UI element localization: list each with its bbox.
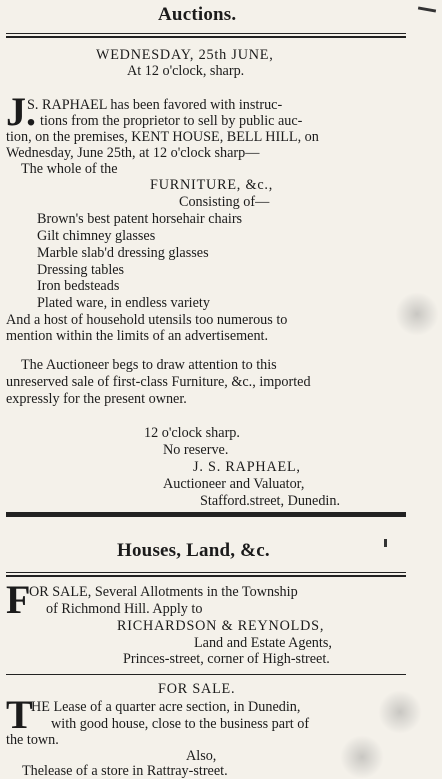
host-line-2: mention within the limits of an advertisement. <box>6 328 269 344</box>
auction-time: At 12 o'clock, sharp. <box>127 63 245 79</box>
rule-houses-thin <box>6 572 406 573</box>
margin-mark-2 <box>384 539 387 547</box>
host-line-1: And a host of household utensils too numerous to <box>6 312 288 328</box>
margin-mark <box>418 6 436 12</box>
closing-address: Stafford.street, Dunedin. <box>200 493 341 509</box>
furniture-heading: FURNITURE, &c., <box>150 177 274 193</box>
item-6: Plated ware, in endless variety <box>37 295 210 311</box>
item-2: Gilt chimney glasses <box>37 228 156 244</box>
para1-line-2: tions from the proprietor to sell by public auc- <box>40 113 303 129</box>
auction-dropcap: J. <box>6 89 36 134</box>
closing-reserve: No reserve. <box>163 442 229 458</box>
ad2-line-2: with good house, close to the business part of <box>51 716 310 732</box>
para1-line-4: Wednesday, June 25th, at 12 o'clock sharp— <box>6 145 260 161</box>
consisting-line: Consisting of— <box>179 194 270 210</box>
closing-time: 12 o'clock sharp. <box>144 425 240 441</box>
ad2-title: FOR SALE. <box>158 681 236 697</box>
item-1: Brown's best patent horsehair chairs <box>37 211 243 227</box>
ad1-line-1: OR SALE, Several Allotments in the Township <box>29 584 298 600</box>
closing-title: Auctioneer and Valuator, <box>163 476 305 492</box>
rule-houses-thick <box>6 575 406 577</box>
ad1-line-2: of Richmond Hill. Apply to <box>46 601 203 617</box>
section-divider <box>6 512 406 517</box>
ad-divider <box>6 674 406 675</box>
closing-auctioneer-name: J. S. RAPHAEL, <box>193 459 301 475</box>
para1-line-5: The whole of the <box>21 161 118 177</box>
item-5: Iron bedsteads <box>37 278 120 294</box>
ad1-agents: RICHARDSON & REYNOLDS, <box>117 618 325 634</box>
ad2-dropcap: T <box>6 692 33 737</box>
para2-line-1: The Auctioneer begs to draw attention to this <box>21 357 277 373</box>
ad2-also: Also, <box>186 748 217 764</box>
ad2-line-3: the town. <box>6 732 59 748</box>
para1-line-1: S. RAPHAEL has been favored with instruc- <box>27 97 283 113</box>
ad2-line-1: HE Lease of a quarter acre section, in Dunedin, <box>31 699 301 715</box>
print-speck <box>340 735 384 779</box>
rule-top-thick <box>6 36 406 38</box>
ad1-dropcap: F <box>6 577 31 622</box>
ad2-last-line: Thelease of a store in Rattray-street. <box>22 763 228 779</box>
auctions-heading: Auctions. <box>158 4 237 25</box>
houses-heading: Houses, Land, &c. <box>117 540 270 561</box>
para1-line-3: tion, on the premises, KENT HOUSE, BELL HILL, on <box>6 129 319 145</box>
print-speck <box>378 690 422 734</box>
item-4: Dressing tables <box>37 262 125 278</box>
rule-top-thin <box>6 33 406 34</box>
ad1-agents-title: Land and Estate Agents, <box>194 635 332 651</box>
print-speck <box>395 292 439 336</box>
para2-line-2: unreserved sale of first-class Furniture, &c., imported <box>6 374 311 390</box>
para2-line-3: expressly for the present owner. <box>6 391 187 407</box>
item-3: Marble slab'd dressing glasses <box>37 245 209 261</box>
ad1-address: Princes-street, corner of High-street. <box>123 651 330 667</box>
auction-date: WEDNESDAY, 25th JUNE, <box>96 47 274 63</box>
